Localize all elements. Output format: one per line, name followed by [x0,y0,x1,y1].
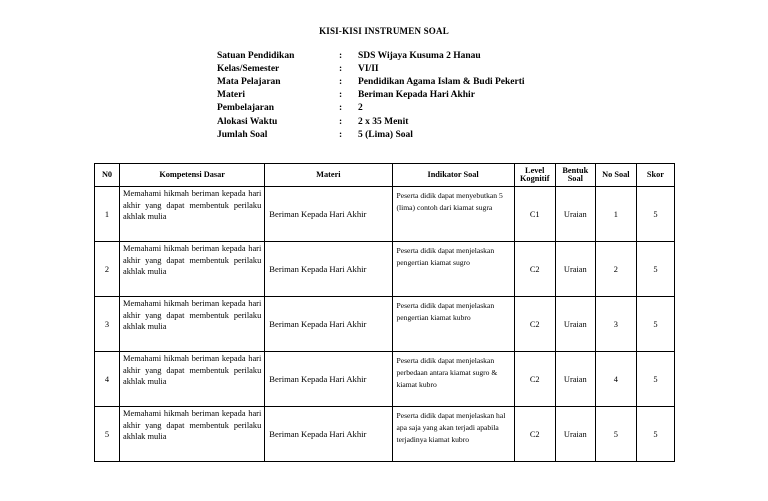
cell-level-kognitif: C1 [514,187,555,242]
cell-skor: 5 [636,187,674,242]
info-label: Pembelajaran [217,103,274,114]
header-bentuk-soal: Bentuk Soal [555,164,595,187]
info-value: SDS Wijaya Kusuma 2 Hanau [358,50,481,61]
info-row-alokasi-waktu [217,115,577,128]
info-label: Mata Pelajaran [217,76,281,87]
cell-indikator-soal: Peserta didik dapat menjelaskan pengertian kiamat kubro [392,297,514,352]
cell-level-kognitif: C2 [514,297,555,352]
info-value: Pendidikan Agama Islam & Budi Pekerti [358,76,525,87]
info-colon: : [339,90,343,101]
cell-no-soal: 5 [595,407,636,462]
table-row [95,187,675,242]
cell-level-kognitif: C2 [514,242,555,297]
cell-bentuk-soal: Uraian [555,297,595,352]
header-no: N0 [95,164,120,187]
cell-materi: Beriman Kepada Hari Akhir [265,297,392,352]
info-row-satuan-pendidikan [217,49,577,62]
info-label: Jumlah Soal [217,129,268,140]
cell-kompetensi-dasar: Memahami hikmah beriman kepada hari akhir yang dapat membentuk perilaku akhlak mulia [120,407,265,462]
info-value: 2 [358,103,363,114]
info-colon: : [339,63,343,74]
cell-materi: Beriman Kepada Hari Akhir [265,407,392,462]
info-row-mata-pelajaran [217,75,577,88]
cell-level-kognitif: C2 [514,352,555,407]
cell-skor: 5 [636,352,674,407]
info-value: VI/II [358,63,379,74]
cell-no: 2 [95,242,120,297]
header-skor: Skor [636,164,674,187]
table-row [95,242,675,297]
info-label: Alokasi Waktu [217,116,278,127]
cell-bentuk-soal: Uraian [555,187,595,242]
info-value: 2 x 35 Menit [358,116,409,127]
header-level-kognitif: Level Kognitif [514,164,555,187]
table-row [95,352,675,407]
info-row-pembelajaran [217,102,577,115]
info-value: 5 (Lima) Soal [358,129,413,140]
cell-indikator-soal: Peserta didik dapat menjelaskan pengertian kiamat sugro [392,242,514,297]
cell-no-soal: 3 [595,297,636,352]
document-title: KISI-KISI INSTRUMEN SOAL [319,26,449,36]
header-materi: Materi [265,164,392,187]
table-row [95,297,675,352]
table-row [95,407,675,462]
header-kompetensi-dasar: Kompetensi Dasar [120,164,265,187]
info-row-jumlah-soal [217,128,577,141]
cell-kompetensi-dasar: Memahami hikmah beriman kepada hari akhir yang dapat membentuk perilaku akhlak mulia [120,187,265,242]
cell-no: 4 [95,352,120,407]
cell-kompetensi-dasar: Memahami hikmah beriman kepada hari akhir yang dapat membentuk perilaku akhlak mulia [120,352,265,407]
info-label: Satuan Pendidikan [217,50,295,61]
info-colon: : [339,129,343,140]
cell-bentuk-soal: Uraian [555,407,595,462]
info-colon: : [339,76,343,87]
cell-skor: 5 [636,407,674,462]
cell-indikator-soal: Peserta didik dapat menyebutkan 5 (lima) contoh dari kiamat sugra [392,187,514,242]
cell-materi: Beriman Kepada Hari Akhir [265,352,392,407]
info-label: Materi [217,90,245,101]
cell-indikator-soal: Peserta didik dapat menjelaskan perbedaan antara kiamat sugro & kiamat kubro [392,352,514,407]
info-value: Beriman Kepada Hari Akhir [358,90,475,101]
info-colon: : [339,103,343,114]
info-row-materi [217,89,577,102]
kisi-kisi-table [94,163,675,462]
cell-kompetensi-dasar: Memahami hikmah beriman kepada hari akhir yang dapat membentuk perilaku akhlak mulia [120,297,265,352]
info-label: Kelas/Semester [217,63,280,74]
cell-no: 1 [95,187,120,242]
cell-materi: Beriman Kepada Hari Akhir [265,187,392,242]
info-colon: : [339,116,343,127]
header-no-soal: No Soal [595,164,636,187]
header-indikator-soal: Indikator Soal [392,164,514,187]
cell-indikator-soal: Peserta didik dapat menjelaskan hal apa saja yang akan terjadi apabila terjadinya kiamat kubro [392,407,514,462]
cell-no: 3 [95,297,120,352]
cell-bentuk-soal: Uraian [555,352,595,407]
cell-skor: 5 [636,297,674,352]
table-header-row [95,164,675,187]
cell-bentuk-soal: Uraian [555,242,595,297]
info-row-kelas-semester [217,62,577,75]
cell-skor: 5 [636,242,674,297]
cell-no-soal: 2 [595,242,636,297]
cell-no-soal: 1 [595,187,636,242]
cell-kompetensi-dasar: Memahami hikmah beriman kepada hari akhir yang dapat membentuk perilaku akhlak mulia [120,242,265,297]
cell-no: 5 [95,407,120,462]
document-info [217,49,577,141]
cell-no-soal: 4 [595,352,636,407]
cell-materi: Beriman Kepada Hari Akhir [265,242,392,297]
cell-level-kognitif: C2 [514,407,555,462]
info-colon: : [339,50,343,61]
